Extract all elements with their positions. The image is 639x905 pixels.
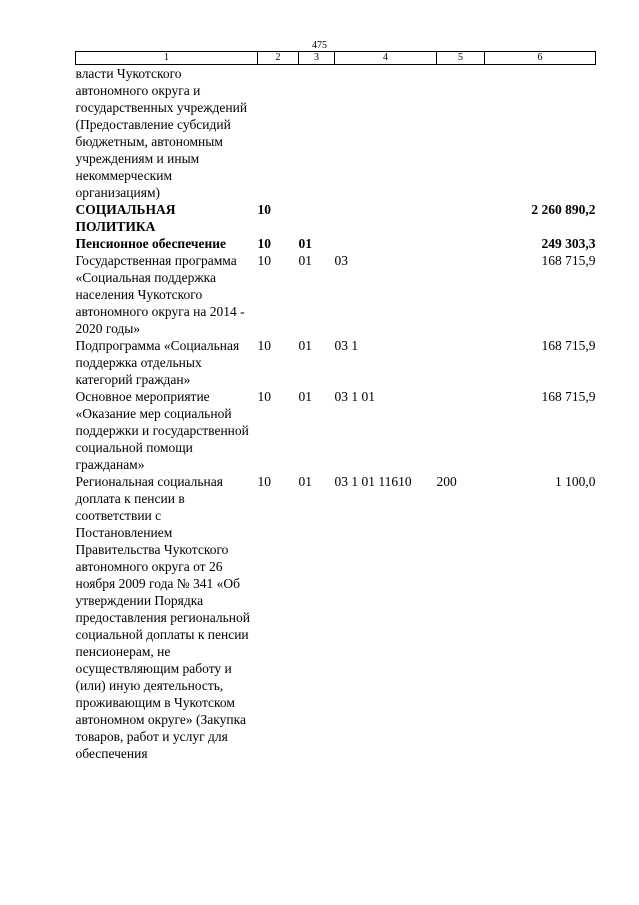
row-name: Государственная программа «Социальная поддержка населения Чукотского автономного округа на 2014 - 2020 годы» [75,253,245,336]
row-section: 10 [257,474,271,489]
row-expense-type [437,65,485,202]
row-subsection: 01 [298,253,312,268]
column-header-3: 3 [299,52,335,65]
row-expense-type [437,201,485,235]
row-amount: 249 303,3 [541,236,596,251]
row-target-article [335,201,437,235]
column-header-4: 4 [335,52,437,65]
row-subsection [299,201,335,235]
column-header-2: 2 [258,52,299,65]
row-amount: 168 715,9 [541,389,596,404]
table-row [76,201,596,235]
row-name: Региональная социальная доплата к пенсии в соответствии с Постановлением Правительства Чукотского автономного округа от 26 ноября 2009 года № 341 «Об утверждении Порядка предоставления региональной социальной доплаты к пенсии пенсионерам, не осуществляющим работу и (или) иную деятельность, проживающим в Чукотском автономном округе» (Закупка товаров, работ и услуг для обеспечения [75,474,250,761]
row-section [258,65,299,202]
row-expense-type [437,252,485,337]
column-number-row [76,52,596,65]
row-expense-type: 200 [436,474,457,489]
row-target-article: 03 1 01 [334,389,375,404]
column-header-1: 1 [76,52,258,65]
row-expense-type [437,388,485,473]
row-name: власти Чукотского автономного округа и государственных учреждений (Предоставление субсидий бюджетным, автономным учреждениям и иным некоммерческим организациям) [75,66,248,200]
row-section: 10 [257,253,271,268]
row-target-article: 03 1 [334,338,359,353]
row-amount: 168 715,9 [541,253,596,268]
row-subsection: 01 [298,338,312,353]
row-name: Основное мероприятие «Оказание мер социальной поддержки и государственной социальной помощи гражданам» [75,389,249,472]
table-row [76,388,596,473]
row-section: 10 [257,236,271,251]
row-subsection: 01 [298,474,312,489]
row-name: СОЦИАЛЬНАЯ ПОЛИТИКА [75,202,176,234]
row-section: 10 [257,389,271,404]
row-target-article [335,65,437,202]
column-header-6: 6 [485,52,596,65]
row-subsection [299,65,335,202]
row-target-article [335,235,437,252]
row-target-article: 03 [334,253,348,268]
table-row [76,252,596,337]
row-name: Пенсионное обеспечение [75,236,227,251]
row-amount [485,65,596,202]
table-row [76,473,596,762]
table-row [76,235,596,252]
page-number: 475 [312,40,327,51]
row-amount: 1 100,0 [555,474,596,489]
row-target-article: 03 1 01 11610 [334,474,412,489]
table-row [76,65,596,202]
column-header-5: 5 [437,52,485,65]
row-name: Подпрограмма «Социальная поддержка отдельных категорий граждан» [75,338,240,387]
row-amount: 168 715,9 [541,338,596,353]
row-section: 10 [257,338,271,353]
row-expense-type [437,337,485,388]
row-amount: 2 260 890,2 [531,202,596,217]
row-expense-type [437,235,485,252]
row-subsection: 01 [298,389,312,404]
row-section: 10 [257,202,271,217]
budget-table [75,51,596,762]
table-row [76,337,596,388]
row-subsection: 01 [298,236,312,251]
